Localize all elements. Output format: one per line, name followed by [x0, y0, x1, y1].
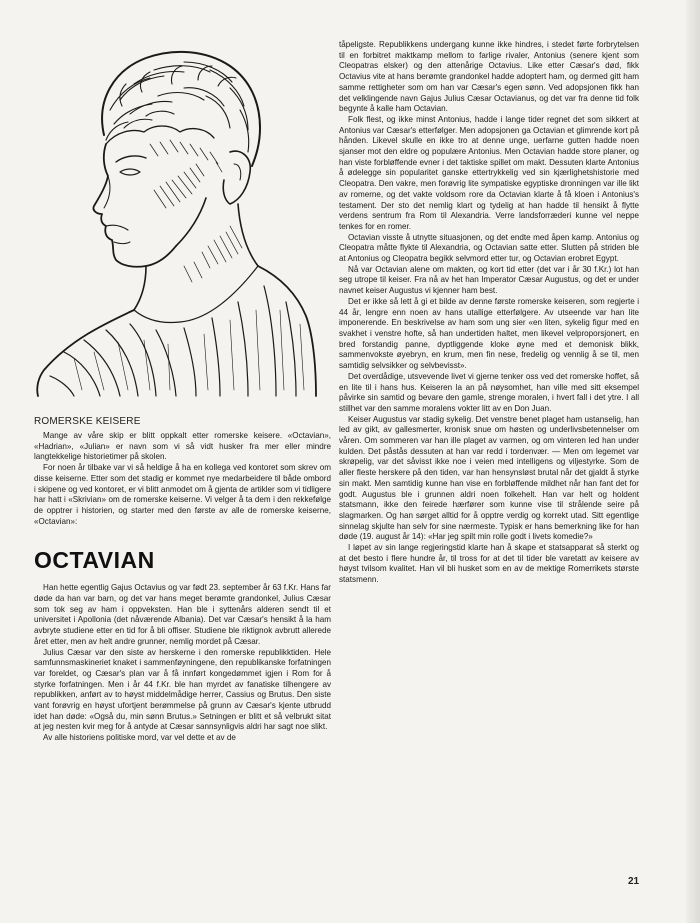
body-paragraph: Julius Cæsar var den siste av herskerne i den romerske republikktiden. Hele samfunnsmaskineriet knaket i sammenføyningene, den republikanske forfatningen var foreldet, og Cæsar's plan var å få innført kongedømmet igjen i Rom for å styrke forfatningen. Men i år 44 f.Kr. ble han myrdet av fanatiske tilhengere av republikken, anført av to høyst middelmådige herrer, Cassius og Brutus. Den siste vant forøvrig en høyst ufortjent berømmelse på grunn av Cæsar's kjente utbrudd idet han døde: «Også du, min sønn Brutus.» Setningen er blitt et så velbrukt sitat at jeg nesten kvir meg for å antyde at Cæsar sannsynligvis aldri har sagt noe slikt. [34, 647, 331, 732]
body-paragraph: Nå var Octavian alene om makten, og kort tid etter (det var i år 30 f.Kr.) lot han seg utrope til keiser. Fra nå av het han Imperator Cæsar Augustus, og det er under navnet keiser Augustus vi kjenner ham best. [339, 264, 639, 296]
page-edge-shadow [686, 0, 700, 923]
section-caption: ROMERSKE KEISERE [34, 416, 141, 427]
body-paragraph: Det overdådige, utsvevende livet vi gjerne tenker oss ved det romerske hoffet, så en lite til i hans hus. Keiseren la an på nøysomhet, han ville med sitt eksempel påvirke sin samtid og bevare den gamle, strenge moralen, i hvert fall i det ytre. I all stillhet var den samme moralens vokter litt av en Don Juan. [339, 371, 639, 413]
left-column [34, 416, 331, 744]
intro-paragraph: For noen år tilbake var vi så heldige å ha en kollega ved kontoret som skrev om disse keiserne. Etter som det stadig er kommet nye medarbeidere til både ombord i skipene og ved kontoret, er vi blitt anmodet om å gjenta de artikler som vi tidligere har hatt i «Skrivian» om de romerske keiserne. Vi velger å ta dem i den rekkefølge de opptrer i historien, og starter med den første av alle de romerske keiserne, «Octavian»: [34, 463, 331, 526]
body-paragraph: Octavian visste å utnytte situasjonen, og det endte med åpen kamp. Antonius og Cleopatra måtte flykte til Alexandria, og Octavian satte etter. Slutten på striden ble at Antonius og Cleopatra begikk selvmord etter tur, og Octavian erobret Egypt. [339, 232, 639, 264]
right-column [339, 40, 639, 586]
intro-text [34, 431, 331, 527]
body-paragraph: Keiser Augustus var stadig sykelig. Det venstre benet plaget ham ustanselig, han led av gikt, av gallesmerter, kronisk snue om høsten og underlivsbetennelser om våren. Om sommeren var han ille plaget av varmen, og om vinteren led han under kulden. Det påstås dessuten at han var redd i tordenvær. — Men om legemet var skrøpelig, var det såvisst ikke noe i veien med intelligens og viljestyrke. Som de aller fleste herskere på den tiden, var han hensynsløst brutal når det gjaldt å styrke sin makt. Men samtidig kunne han vise en forbløffende mildhet når han fant det for godt. Augustus ble i grunnen aldri noen folkehelt. Han var helt og holdent statsmann, ikke den feirede hærfører som kunne vise til strålende seire på slagmarken. Og han sørget alltid for å opptre verdig og korrekt utad. Sitt egentlige sinnelag skjulte han selv for sine nærmeste. Typisk er hans bemerkning like for han døde (19. august år 14): «Har jeg spilt min rolle godt i livets komedie?» [339, 414, 639, 542]
article-title: OCTAVIAN [34, 547, 155, 574]
octavian-bust-illustration [34, 40, 320, 400]
body-paragraph: Folk flest, og ikke minst Antonius, hadde i lange tider regnet det som sikkert at Antonius var Cæsar's etterfølger. Men adopsjonen ga Octavian et glimrende kort på hånden. Likevel skulle en ikke tro at denne unge, uerfarne gutten hadde noen sjanser mot den eldre og populære Antonius. Men Octavian hadde store planer, og han viste forbløffende evner i det taktiske spillet om makt. Dessuten klarte Antonius å ødelegge sin popularitet ganske ettertrykkelig ved sin kjærlighetshistorie med Cleopatra. Den vakre, men forøvrig lite sympatiske egyptiske dronningen var ille likt av romerne, og det vakte voldsom rore da Octavian klarte å få kloen i Antonius's testament. Der sto det nemlig klart og tydelig at han hadde til hensikt å flytte verdens sentrum fra Rom til Alexandria. Verre landsforræderi kunne vel neppe tenkes for en romer. [339, 114, 639, 231]
body-paragraph: I løpet av sin lange regjeringstid klarte han å skape et statsapparat så sterkt og at det besto i flere hundre år, til tross for at det til tider ble varetatt av keisere av høyst tvilsom kvalitet. Han vil bli husket som en av de mektige Romerrikets største statsmenn. [339, 543, 639, 585]
intro-paragraph: Mange av våre skip er blitt oppkalt etter romerske keisere. «Octavian», «Hadrian», «Julian» er navn som vi så vidt husker fra mer eller mindre langtekkelige historietimer på skolen. [34, 431, 331, 462]
page-number: 21 [628, 876, 640, 887]
body-paragraph: Av alle historiens politiske mord, var vel dette et av de [43, 733, 236, 743]
body-paragraph: Det er ikke så lett å gi et bilde av denne første romerske keiseren, som regjerte i 44 år, lengre enn noen av hans utallige etterfølgere. Av utseende var han lite imponerende. En beskrivelse av ham som ung sier «en liten, sykelig figur med en svakhet i venstre hofte, så han undertiden haltet, men likevel velproporsjonert, en bred forstandig panne, dyptliggende kloke øyne med et demonisk blikk, sammenvokste øyebryn, en krum, men fin nese, fredelig og vennlig å se til, men samtidig selvsikker og selvbevisst». [339, 296, 639, 371]
article-body-left [34, 583, 331, 744]
body-paragraph: tåpeligste. Republikkens undergang kunne ikke hindres, i stedet førte forbrytelsen til en forbitret maktkamp mellom to farlige rivaler, Antonius (senere kjent som Cleopatras elsker) og den attenårige Octavius. Like etter Cæsar's død, fikk Octavius vite at hans berømte grandonkel hadde adoptert ham, og dermed gitt ham samme rettigheter som om han var Cæsar's egen sønn. Ved adopsjonen fikk han det velklingende navn Gajus Julius Cæsar Octavianus, og det var fra denne tid folk begynte å kalle ham Octavian. [339, 40, 639, 114]
body-paragraph: Han hette egentlig Gajus Octavius og var født 23. september år 63 f.Kr. Hans far døde da han var barn, og det var hans meget berømte grandonkel, Julius Cæsar som tok seg av ham i oppveksten. Han ble i syttenårs alderen sendt til et universitet i Apollonia (det nåværende Albania). Det var Cæsar's hensikt å la ham avbryte studiene etter en tid for å bli offiser. Studiene ble riktignok avbrutt allerede året etter, men av helt andre grunner, nemlig mordet på Cæsar. [34, 583, 331, 646]
